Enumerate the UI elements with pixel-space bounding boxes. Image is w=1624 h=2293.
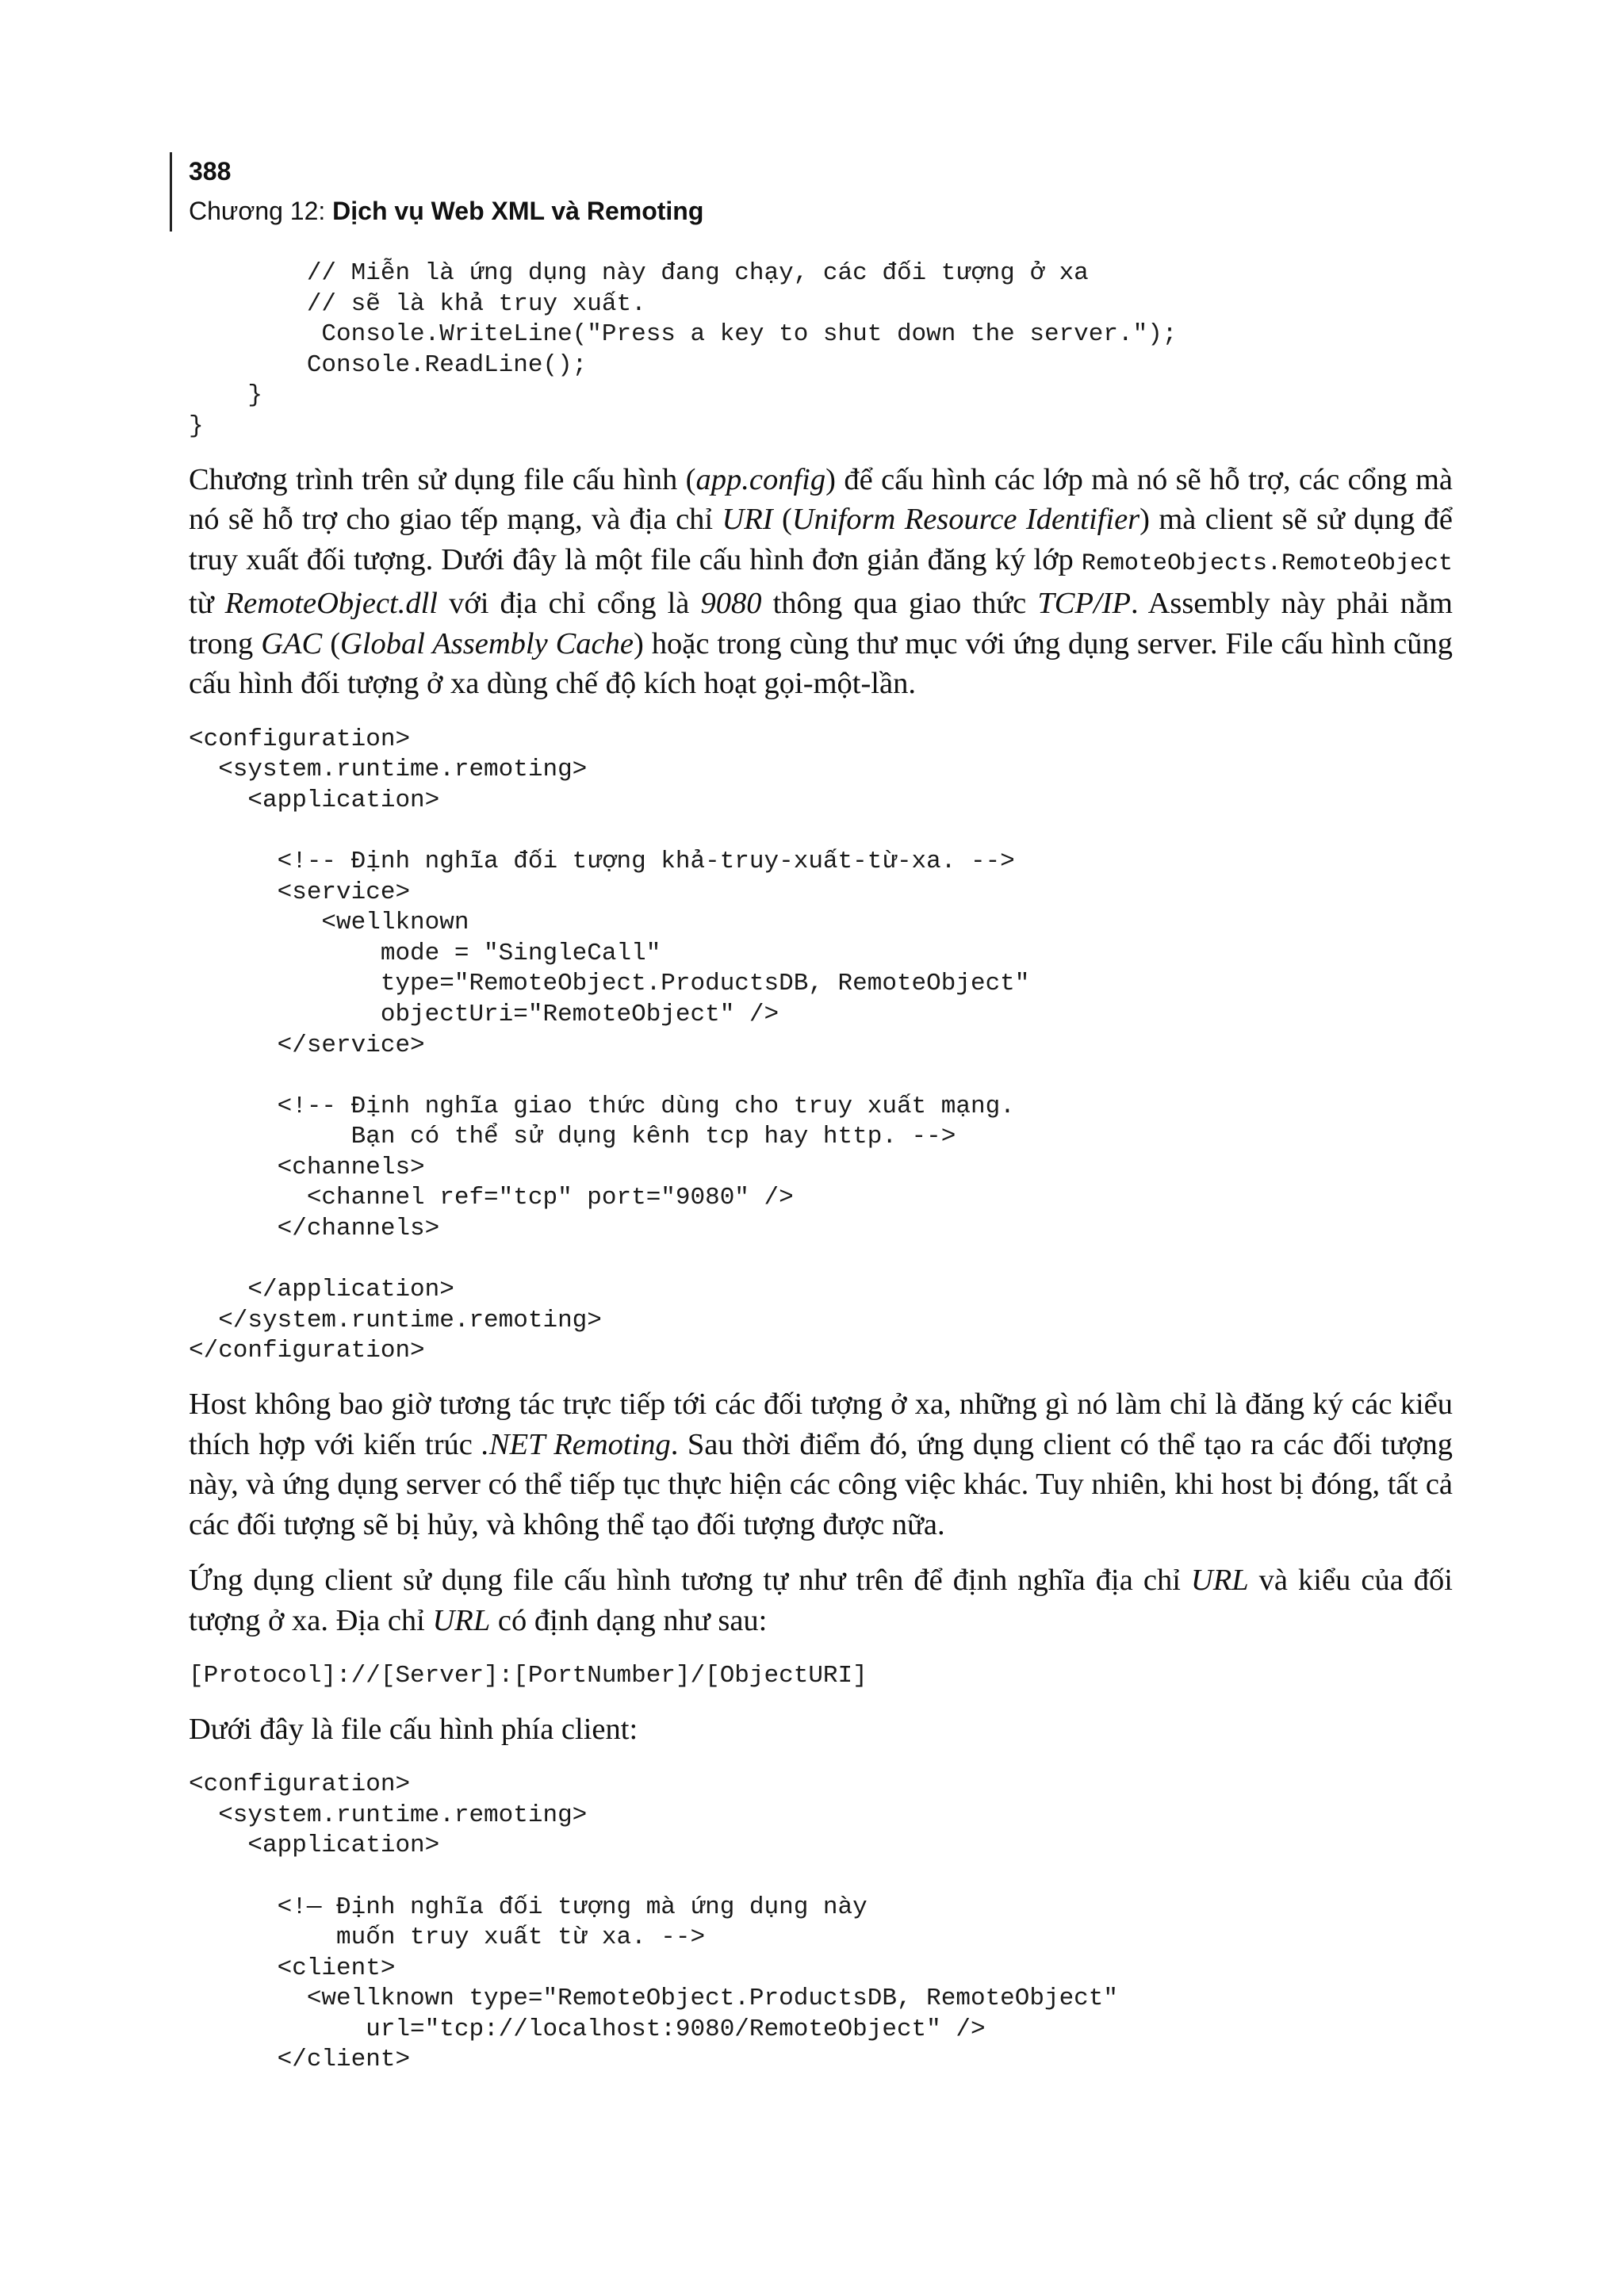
page-number: 388 bbox=[189, 157, 232, 186]
paragraph-client-config-intro: Dưới đây là file cấu hình phía client: bbox=[189, 1712, 638, 1746]
paragraph-client-url: Ứng dụng client sử dụng file cấu hình tương tự như trên để định nghĩa địa chỉ URL và kiểu của đối tượng ở xa. Địa chỉ URL có định dạng như sau: bbox=[189, 1564, 1453, 1637]
paragraph-host-behavior: Host không bao giờ tương tác trực tiếp tới các đối tượng ở xa, những gì nó làm chỉ là đăng ký các kiểu thích hợp với kiến trúc .NET Remoting. Sau thời điểm đó, ứng dụng client có thể tạo ra các đối tượng này, và ứng dụng server có thể tiếp tục thực hiện các công việc khác. Tuy nhiên, khi host bị đóng, tất cả các đối tượng sẽ bị hủy, và không thể tạo đối tượng được nữa. bbox=[189, 1388, 1453, 1541]
inline-code: RemoteObjects.RemoteObject bbox=[1081, 549, 1453, 577]
chapter-heading bbox=[189, 195, 703, 227]
code-block-server-tail: // Miễn là ứng dụng này đang chạy, các đối tượng ở xa // sẽ là khả truy xuất. Console.WriteLine("Press a key to shut down the server."); Console.ReadLine(); } } bbox=[189, 259, 1178, 440]
code-block-client-config: <configuration> <system.runtime.remoting> <application> <!— Định nghĩa đối tượng mà ứng dụng này muốn truy xuất từ xa. --> <client> <wellknown type="RemoteObject.ProductsDB, RemoteObject" url="tcp://localhost:9080/RemoteObject" /> </client> bbox=[189, 1770, 1118, 2074]
page-content bbox=[189, 258, 1453, 2076]
code-block-server-config: <configuration> <system.runtime.remoting> <application> <!-- Định nghĩa đối tượng khả-truy-xuất-từ-xa. --> <service> <wellknown mode = "SingleCall" type="RemoteObject.ProductsDB, RemoteObject" objectUri="RemoteObject" /> </service> <!-- Định nghĩa giao thức dùng cho truy xuất mạng. Bạn có thể sử dụng kênh tcp hay http. --> <channels> <channel ref="tcp" port="9080" /> </channels> </application> </system.runtime.remoting> </configuration> bbox=[189, 725, 1030, 1365]
chapter-prefix: Chương 12: bbox=[189, 197, 333, 225]
header-rule bbox=[170, 152, 172, 232]
code-block-url-format: [Protocol]://[Server]:[PortNumber]/[ObjectURI] bbox=[189, 1662, 868, 1690]
paragraph-config-intro: Chương trình trên sử dụng file cấu hình (app.config) để cấu hình các lớp mà nó sẽ hỗ trợ, các cổng mà nó sẽ hỗ trợ cho giao tếp mạng, và địa chỉ URI (Uniform Resource Identifier) mà client sẽ sử dụng để truy xuất đối tượng. Dưới đây là một file cấu hình đơn giản đăng ký lớp RemoteObjects.RemoteObject từ RemoteObject.dll với địa chỉ cổng là 9080 thông qua giao thức TCP/IP. Assembly này phải nằm trong GAC (Global Assembly Cache) hoặc trong cùng thư mục với ứng dụng server. File cấu hình cũng cấu hình đối tượng ở xa dùng chế độ kích hoạt gọi-một-lần. bbox=[189, 462, 1454, 701]
chapter-title: Dịch vụ Web XML và Remoting bbox=[332, 197, 704, 225]
